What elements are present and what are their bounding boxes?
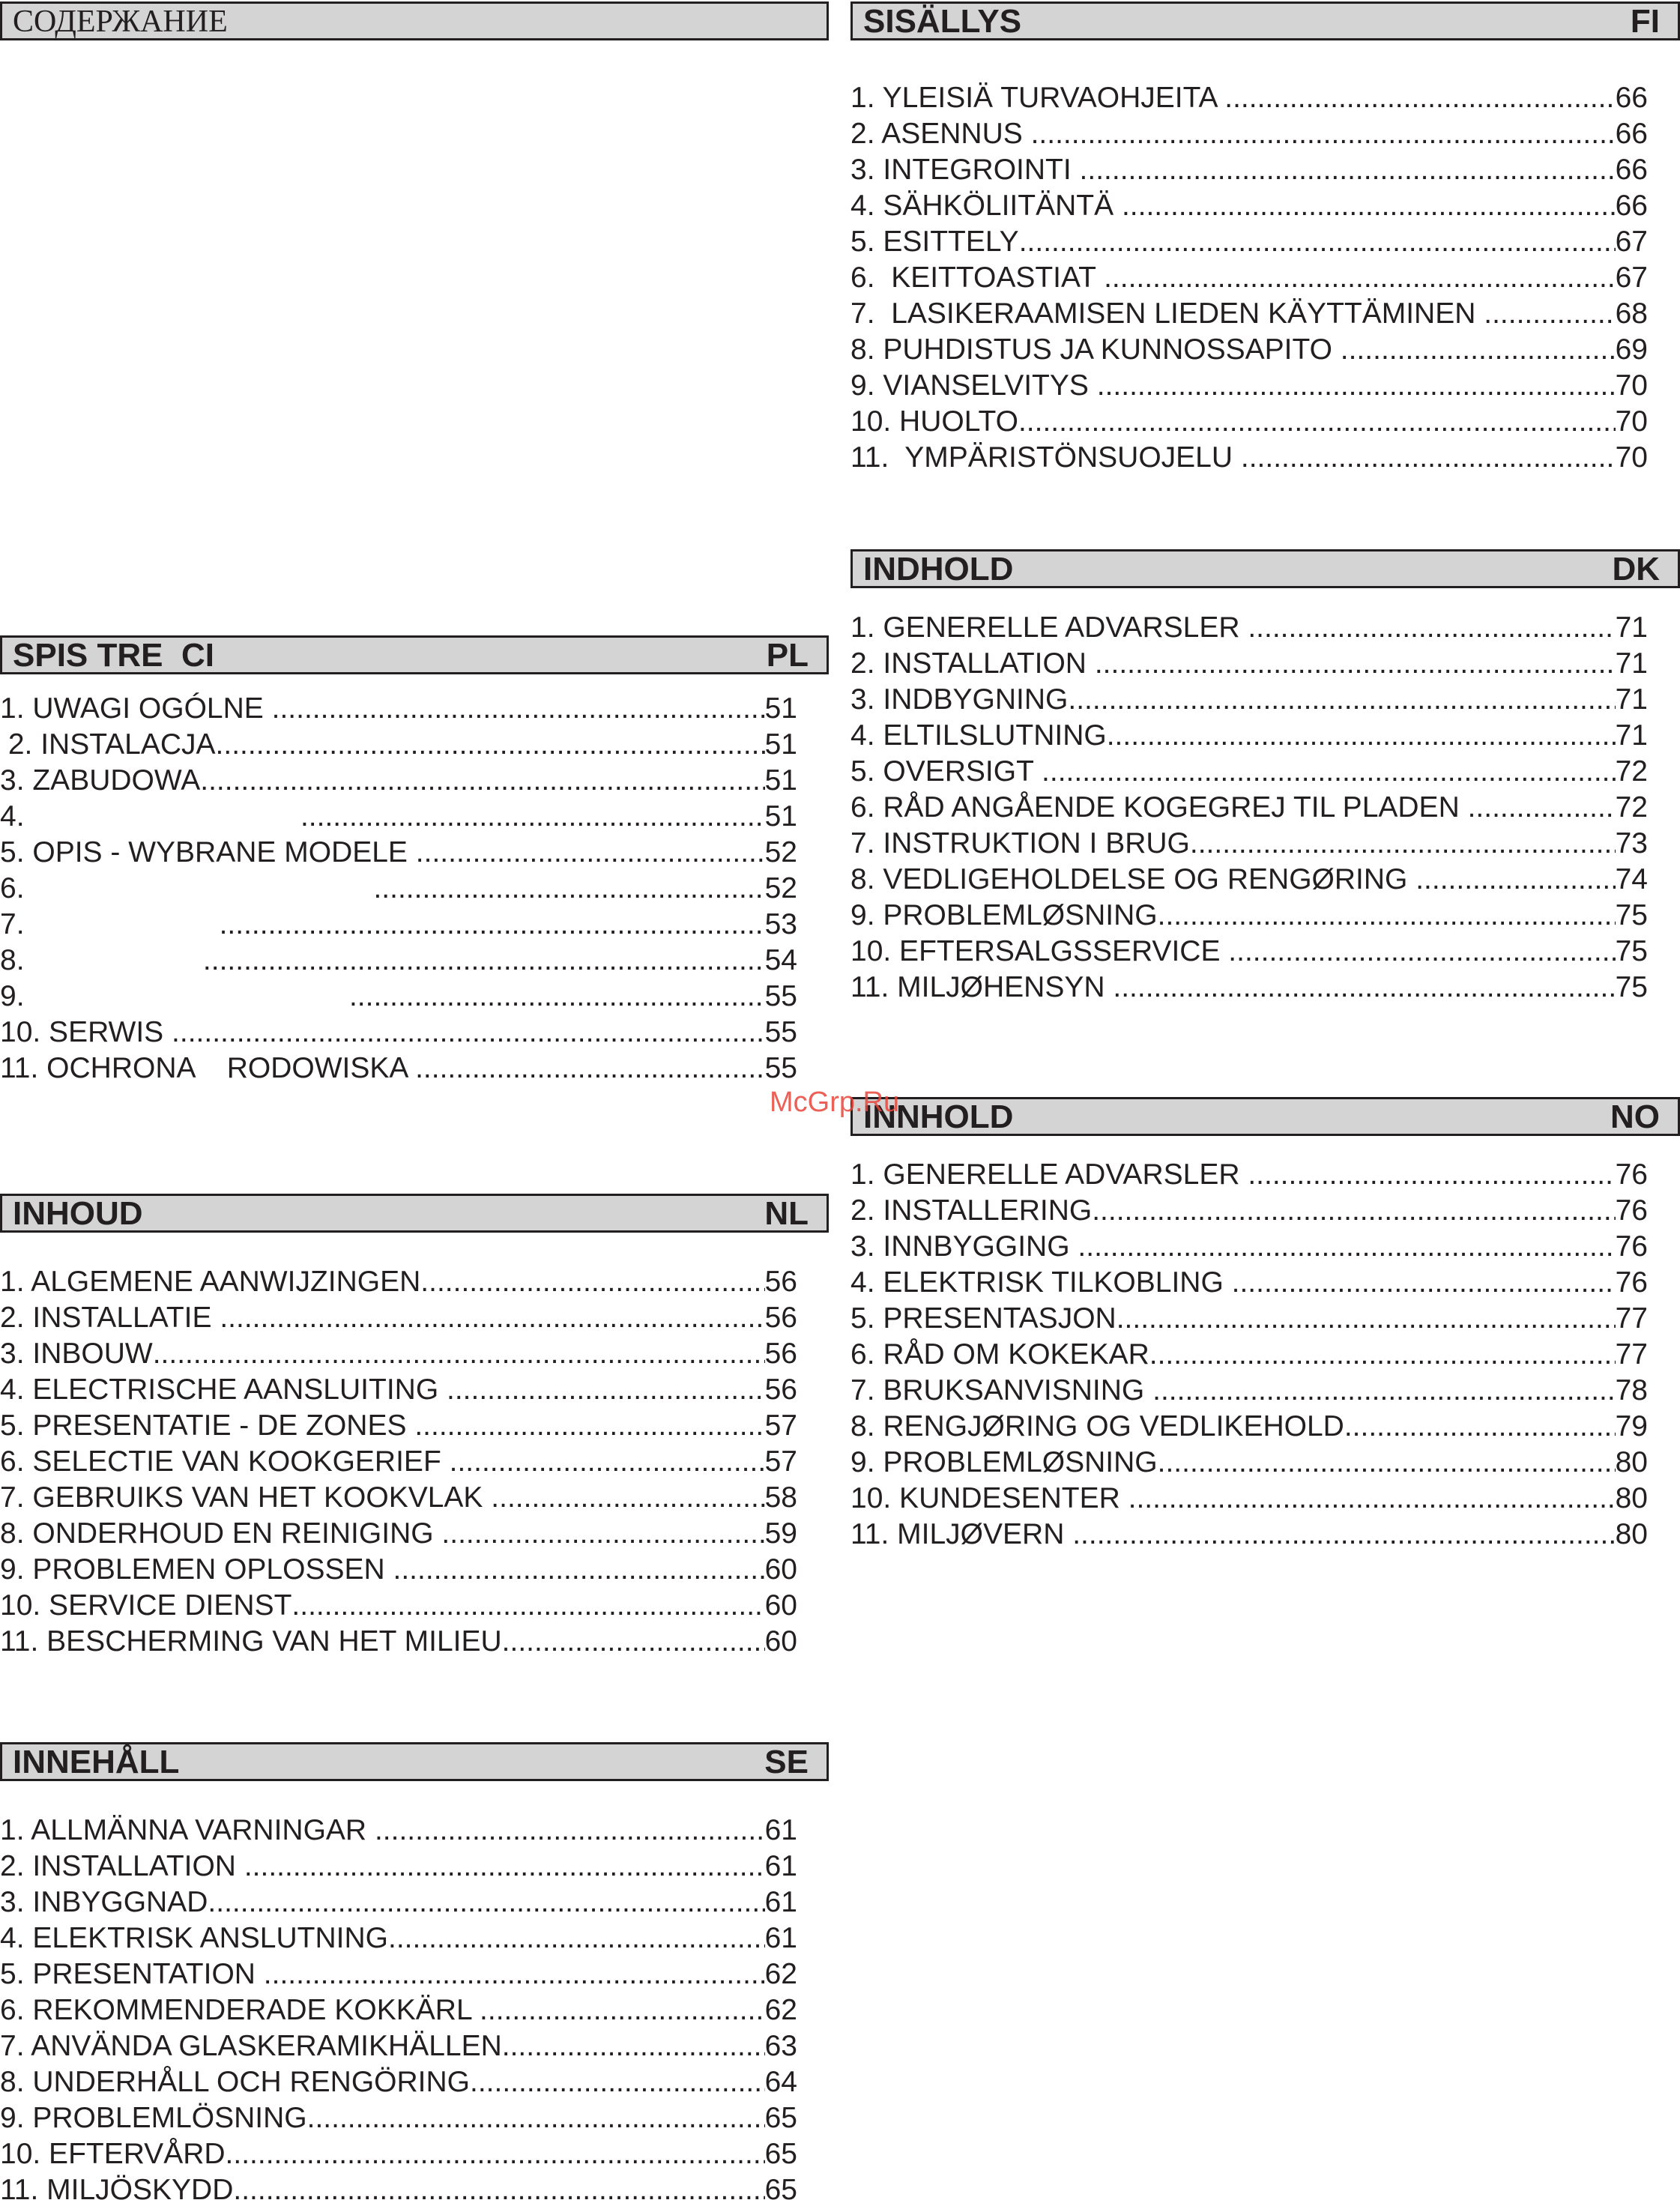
dot-leader [1107, 718, 1616, 754]
dot-leader [1415, 862, 1615, 898]
toc-entry-page: 76 [1615, 1194, 1648, 1227]
toc-entry-label: 7. ANVÄNDA GLASKERAMIKHÄLLEN [0, 2030, 502, 2062]
toc-entry-label: 7. [0, 908, 220, 940]
toc-entry [850, 188, 1648, 224]
dot-leader [1018, 404, 1616, 440]
toc-entry-label: 10. EFTERVÅRD [0, 2138, 226, 2170]
dot-leader [1152, 1373, 1616, 1409]
toc-entry-page: 77 [1615, 1338, 1648, 1371]
toc-entry-page: 52 [764, 872, 797, 904]
toc-entry-label: 3. ZABUDOWA [0, 764, 201, 797]
toc-entry-page: 62 [764, 1958, 797, 1990]
toc-entry-label: 9. PROBLEMLØSNING [850, 899, 1158, 931]
toc-entry [850, 260, 1648, 296]
toc-entry-label: 7. GEBRUIKS VAN HET KOOKVLAK [0, 1481, 492, 1514]
section-fi [850, 1, 1680, 476]
toc-entry-page: 70 [1615, 441, 1648, 474]
toc-entry-page: 51 [764, 728, 797, 761]
toc-entry [0, 1408, 797, 1444]
toc-entry-label: 1. GENERELLE ADVARSLER [850, 1158, 1248, 1191]
dot-leader [470, 2064, 765, 2100]
toc-entry-label: 10. EFTERSALGSSERVICE [850, 935, 1229, 967]
toc-entry [850, 826, 1648, 862]
dot-leader [216, 727, 765, 763]
toc-entry-page: 78 [1615, 1374, 1648, 1406]
dot-leader [502, 1624, 765, 1660]
toc-entry-label: 1. UWAGI OGÓLNE [0, 692, 272, 725]
toc-entry-page: 76 [1615, 1266, 1648, 1299]
dot-leader [1117, 1301, 1616, 1337]
section-ru [0, 1, 829, 40]
toc-entry-page: 55 [764, 980, 797, 1012]
toc-entry-page: 57 [764, 1445, 797, 1478]
dot-leader [1078, 1229, 1615, 1265]
toc-entry-label: 7. INSTRUKTION I BRUG [850, 827, 1190, 859]
toc-entry-page: 66 [1615, 154, 1648, 186]
toc-entry [0, 871, 797, 907]
toc-list [0, 1264, 829, 1660]
toc-entry-page: 63 [764, 2030, 797, 2062]
toc-entry [0, 835, 797, 871]
toc-entry-page: 64 [764, 2066, 797, 2098]
toc-entry-label: 1. YLEISIÄ TURVAOHJEITA [850, 82, 1225, 114]
toc-entry-page: 56 [764, 1338, 797, 1370]
toc-entry [850, 790, 1648, 826]
dot-leader [1190, 826, 1616, 862]
dot-leader [1248, 610, 1615, 646]
toc-entry-label: 4. ELEKTRISK TILKOBLING [850, 1266, 1232, 1299]
toc-entry-label: 10. HUOLTO [850, 405, 1018, 438]
dot-leader [1092, 1193, 1615, 1229]
toc-entry-label: 11. MILJØVERN [850, 1518, 1073, 1550]
toc-entry [0, 1552, 797, 1588]
toc-entry-label: 5. PRESENTATIE - DE ZONES [0, 1409, 415, 1442]
toc-entry-label: 9. PROBLEMEN OPLOSSEN [0, 1553, 393, 1586]
toc-entry [850, 224, 1648, 260]
toc-entry-label: 6. REKOMMENDERADE KOKKÄRL [0, 1994, 480, 2026]
toc-entry [850, 1337, 1648, 1373]
dot-leader [414, 1408, 764, 1444]
toc-entry-page: 76 [1615, 1230, 1648, 1263]
toc-entry [0, 1849, 797, 1885]
toc-entry [0, 1813, 797, 1849]
toc-entry [850, 296, 1648, 332]
toc-entry-page: 66 [1615, 190, 1648, 222]
toc-entry-page: 75 [1615, 971, 1648, 1003]
dot-leader [208, 1885, 764, 1921]
toc-entry-page: 79 [1615, 1410, 1648, 1442]
toc-entry-page: 55 [764, 1052, 797, 1084]
toc-entry-label: 8. ONDERHOUD EN REINIGING [0, 1517, 442, 1550]
dot-leader [1072, 1517, 1615, 1553]
section-title: INDHOLD [863, 551, 1014, 587]
section-language-code: FI [1630, 3, 1660, 40]
dot-leader [1468, 790, 1616, 826]
toc-entry-label: 8. [0, 944, 203, 976]
toc-entry-label: 8. PUHDISTUS JA KUNNOSSAPITO [850, 333, 1341, 366]
toc-entry-page: 52 [764, 836, 797, 868]
dot-leader [393, 1552, 765, 1588]
toc-entry-page: 69 [1615, 333, 1648, 366]
toc-entry [0, 1336, 797, 1372]
toc-entry [0, 2064, 797, 2100]
toc-entry-page: 59 [764, 1517, 797, 1550]
toc-entry-page: 56 [764, 1266, 797, 1298]
toc-entry-page: 71 [1615, 611, 1648, 644]
dot-leader [373, 871, 764, 907]
dot-leader [1484, 296, 1615, 332]
toc-entry-label: 9. VIANSELVITYS [850, 369, 1097, 402]
toc-list [0, 691, 829, 1087]
toc-entry [0, 943, 797, 979]
toc-entry-label: 7. BRUKSANVISNING [850, 1374, 1153, 1406]
toc-entry-label: 3. INTEGROINTI [850, 154, 1080, 186]
dot-leader [244, 1849, 765, 1885]
section-header [0, 1194, 829, 1233]
dot-leader [447, 1372, 765, 1408]
dot-leader [502, 2028, 765, 2064]
section-pl [0, 635, 829, 1087]
toc-entry [0, 2028, 797, 2064]
toc-entry [850, 718, 1648, 754]
toc-entry [850, 754, 1648, 790]
dot-leader [420, 1264, 764, 1300]
section-header [850, 1097, 1680, 1136]
section-se [0, 1742, 829, 2208]
toc-entry-page: 72 [1615, 791, 1648, 824]
dot-leader [220, 907, 765, 943]
section-dk [850, 549, 1680, 1006]
toc-entry-label: 8. VEDLIGEHOLDELSE OG RENGØRING [850, 863, 1416, 895]
dot-leader [1068, 682, 1615, 718]
toc-entry [0, 2172, 797, 2208]
toc-entry [0, 1480, 797, 1516]
toc-entry-page: 66 [1615, 118, 1648, 150]
toc-entry [0, 1624, 797, 1660]
section-language-code: NO [1610, 1099, 1660, 1135]
toc-entry-page: 71 [1615, 647, 1648, 680]
toc-entry [850, 682, 1648, 718]
toc-entry-page: 61 [764, 1850, 797, 1882]
toc-entry [850, 1373, 1648, 1409]
dot-leader [1232, 1265, 1616, 1301]
dot-leader [200, 763, 764, 799]
toc-entry-label: 6. RÅD ANGÅENDE KOGEGREJ TIL PLADEN [850, 791, 1468, 824]
section-nl [0, 1194, 829, 1660]
toc-entry-page: 65 [764, 2102, 797, 2134]
dot-leader [415, 1051, 765, 1087]
toc-entry [850, 332, 1648, 368]
toc-entry-label: 1. ALGEMENE AANWIJZINGEN [0, 1266, 421, 1298]
section-language-code: NL [764, 1195, 809, 1232]
toc-entry-label: 9. [0, 980, 349, 1012]
toc-entry [0, 907, 797, 943]
section-header [0, 1, 829, 40]
toc-entry-page: 60 [764, 1553, 797, 1586]
dot-leader [291, 1588, 764, 1624]
dot-leader [1042, 754, 1616, 790]
dot-leader [1122, 188, 1616, 224]
toc-entry-label: 2. INSTALLATION [850, 647, 1095, 680]
toc-entry-page: 56 [764, 1302, 797, 1334]
toc-entry [0, 2136, 797, 2172]
toc-entry [850, 368, 1648, 404]
toc-entry-page: 55 [764, 1016, 797, 1048]
toc-entry-label: 10. SERVICE DIENST [0, 1589, 292, 1622]
section-title: INHOUD [13, 1195, 143, 1232]
dot-leader [349, 979, 765, 1015]
dot-leader [172, 1015, 765, 1051]
dot-leader [1224, 80, 1615, 116]
dot-leader [203, 943, 765, 979]
toc-entry-label: 10. SERWIS [0, 1016, 172, 1048]
toc-entry-page: 67 [1615, 262, 1648, 294]
toc-entry-page: 51 [764, 692, 797, 725]
toc-entry [850, 610, 1648, 646]
toc-entry-label: 1. GENERELLE ADVARSLER [850, 611, 1248, 644]
toc-entry [0, 1921, 797, 1956]
toc-entry [0, 799, 797, 835]
toc-entry-page: 65 [764, 2174, 797, 2206]
toc-entry-page: 54 [764, 944, 797, 976]
toc-entry [0, 1588, 797, 1624]
toc-entry-page: 71 [1615, 719, 1648, 752]
toc-entry-page: 72 [1615, 755, 1648, 788]
toc-list [850, 1157, 1680, 1553]
toc-entry-page: 80 [1615, 1518, 1648, 1550]
dot-leader [1080, 152, 1616, 188]
toc-entry-page: 60 [764, 1625, 797, 1657]
dot-leader [388, 1921, 765, 1956]
dot-leader [450, 1444, 765, 1480]
dot-leader [1149, 1337, 1616, 1373]
toc-entry-label: 5. OVERSIGT [850, 755, 1042, 788]
toc-entry-page: 70 [1615, 369, 1648, 402]
section-title: СОДЕРЖАНИЕ [13, 4, 228, 39]
toc-list [850, 80, 1680, 476]
toc-entry [850, 1301, 1648, 1337]
toc-entry-label: 11. BESCHERMING VAN HET MILIEU [0, 1625, 502, 1657]
toc-entry-page: 60 [764, 1589, 797, 1622]
dot-leader [1248, 1157, 1615, 1193]
toc-entry [850, 862, 1648, 898]
toc-entry-page: 67 [1615, 226, 1648, 258]
toc-entry-page: 57 [764, 1409, 797, 1442]
toc-entry [0, 1300, 797, 1336]
toc-entry-page: 71 [1615, 683, 1648, 716]
toc-entry [850, 1481, 1648, 1517]
section-title: INNHOLD [863, 1099, 1014, 1135]
toc-entry [850, 1409, 1648, 1445]
toc-entry [850, 1157, 1648, 1193]
toc-entry-label: 11. YMPÄRISTÖNSUOJELU [850, 441, 1241, 474]
toc-entry [0, 1992, 797, 2028]
toc-entry [850, 1229, 1648, 1265]
toc-entry [0, 1015, 797, 1051]
dot-leader [1344, 1409, 1616, 1445]
toc-list [850, 610, 1680, 1006]
dot-leader [233, 2172, 764, 2208]
section-language-code: DK [1612, 551, 1660, 587]
toc-entry [0, 979, 797, 1015]
toc-entry-label: 2. ASENNUS [850, 118, 1031, 150]
dot-leader [226, 2136, 765, 2172]
toc-entry-page: 61 [764, 1814, 797, 1846]
toc-entry-label: 1. ALLMÄNNA VARNINGAR [0, 1814, 375, 1846]
dot-leader [300, 799, 765, 835]
toc-entry [0, 1264, 797, 1300]
toc-entry [850, 404, 1648, 440]
toc-entry-page: 61 [764, 1922, 797, 1954]
section-language-code: PL [766, 637, 809, 674]
toc-entry-label: 9. PROBLEMLÖSNING [0, 2102, 307, 2134]
toc-entry-page: 68 [1615, 297, 1648, 330]
toc-entry-label: 4. ELEKTRISK ANSLUTNING [0, 1922, 388, 1954]
toc-entry-label: 11. MILJØHENSYN [850, 971, 1114, 1003]
dot-leader [1158, 1445, 1616, 1481]
toc-entry-page: 70 [1615, 405, 1648, 438]
toc-entry [0, 2100, 797, 2136]
section-header [0, 1742, 829, 1781]
toc-entry [850, 646, 1648, 682]
toc-entry [850, 80, 1648, 116]
toc-entry-label: 9. PROBLEMLØSNING [850, 1446, 1158, 1478]
toc-entry-label: 4. [0, 800, 300, 832]
dot-leader [1158, 898, 1616, 934]
section-header [850, 549, 1680, 588]
toc-entry-label: 6. KEITTOASTIAT [850, 262, 1105, 294]
dot-leader [272, 691, 765, 727]
toc-entry [0, 1444, 797, 1480]
section-language-code: SE [764, 1744, 809, 1780]
toc-entry-page: 80 [1615, 1446, 1648, 1478]
toc-entry-page: 76 [1615, 1158, 1648, 1191]
toc-entry [850, 116, 1648, 152]
dot-leader [1097, 368, 1616, 404]
toc-entry-label: 11. MILJÖSKYDD [0, 2174, 234, 2206]
toc-entry [850, 1265, 1648, 1301]
toc-entry-page: 62 [764, 1994, 797, 2026]
toc-entry [850, 934, 1648, 970]
toc-entry [850, 970, 1648, 1006]
toc-entry [0, 1372, 797, 1408]
dot-leader [220, 1300, 764, 1336]
dot-leader [441, 1516, 764, 1552]
toc-entry [0, 1956, 797, 1992]
toc-entry-label: 3. INBYGGNAD [0, 1886, 208, 1918]
toc-entry-page: 80 [1615, 1482, 1648, 1514]
dot-leader [307, 2100, 765, 2136]
toc-entry [0, 727, 797, 763]
toc-entry-page: 66 [1615, 82, 1648, 114]
toc-entry [850, 1193, 1648, 1229]
section-header [0, 635, 829, 674]
toc-entry-label: 3. INDBYGNING [850, 683, 1069, 716]
toc-entry-label: 11. OCHRONA RODOWISKA [0, 1052, 416, 1084]
toc-entry-page: 51 [764, 764, 797, 797]
dot-leader [1128, 1481, 1616, 1517]
toc-entry-label: 5. PRESENTASJON [850, 1302, 1117, 1335]
toc-entry-label: 4. SÄHKÖLIITÄNTÄ [850, 190, 1122, 222]
toc-entry-page: 53 [764, 908, 797, 940]
toc-entry-label: 6. SELECTIE VAN KOOKGERIEF [0, 1445, 450, 1478]
toc-entry [0, 691, 797, 727]
toc-entry-page: 75 [1615, 899, 1648, 931]
dot-leader [1341, 332, 1616, 368]
toc-entry-label: 5. ESITTELY [850, 226, 1019, 258]
toc-entry-label: 10. KUNDESENTER [850, 1482, 1128, 1514]
toc-entry-label: 5. OPIS - WYBRANE MODELE [0, 836, 416, 868]
toc-entry-label: 7. LASIKERAAMISEN LIEDEN KÄYTTÄMINEN [850, 297, 1484, 330]
toc-entry-page: 77 [1615, 1302, 1648, 1335]
dot-leader [1104, 260, 1616, 296]
toc-entry-label: 4. ELTILSLUTNING [850, 719, 1107, 752]
dot-leader [264, 1956, 765, 1992]
toc-entry-label: 6. RÅD OM KOKEKAR [850, 1338, 1149, 1371]
section-title: SISÄLLYS [863, 3, 1022, 40]
toc-entry-label: 8. UNDERHÅLL OCH RENGÖRING [0, 2066, 470, 2098]
toc-entry-label: 6. [0, 872, 374, 904]
toc-entry-page: 74 [1615, 863, 1648, 895]
toc-entry-page: 51 [764, 800, 797, 832]
toc-entry-page: 56 [764, 1374, 797, 1406]
toc-entry-page: 75 [1615, 935, 1648, 967]
dot-leader [1095, 646, 1616, 682]
toc-entry-label: 3. INBOUW [0, 1338, 153, 1370]
toc-entry-label: 2. INSTALLATION [0, 1850, 244, 1882]
toc-entry [0, 1885, 797, 1921]
dot-leader [1031, 116, 1616, 152]
toc-entry [0, 1051, 797, 1087]
toc-entry [850, 440, 1648, 476]
section-no [850, 1097, 1680, 1553]
section-title: SPIS TRE CI [13, 637, 214, 674]
toc-entry [850, 1517, 1648, 1553]
toc-entry [850, 898, 1648, 934]
dot-leader [1113, 970, 1615, 1006]
toc-entry [0, 763, 797, 799]
dot-leader [1228, 934, 1615, 970]
dot-leader [153, 1336, 765, 1372]
dot-leader [375, 1813, 765, 1849]
watermark: McGrp.Ru [770, 1087, 900, 1118]
dot-leader [1019, 224, 1616, 260]
toc-entry-label: 2. INSTALLERING [850, 1194, 1093, 1227]
toc-entry-label: 8. RENGJØRING OG VEDLIKEHOLD [850, 1410, 1344, 1442]
dot-leader [1241, 440, 1616, 476]
toc-entry-label: 5. PRESENTATION [0, 1958, 264, 1990]
toc-entry [850, 1445, 1648, 1481]
toc-entry-page: 61 [764, 1886, 797, 1918]
toc-entry-page: 65 [764, 2138, 797, 2170]
toc-entry [850, 152, 1648, 188]
dot-leader [491, 1480, 764, 1516]
toc-entry-label: 4. ELECTRISCHE AANSLUITING [0, 1374, 447, 1406]
dot-leader [416, 835, 765, 871]
toc-entry [0, 1516, 797, 1552]
toc-entry-page: 73 [1615, 827, 1648, 859]
section-header [850, 1, 1680, 40]
toc-entry-label: 2. INSTALLATIE [0, 1302, 220, 1334]
dot-leader [480, 1992, 765, 2028]
toc-entry-label: 2. INSTALACJA [0, 728, 216, 761]
toc-entry-label: 3. INNBYGGING [850, 1230, 1078, 1263]
toc-list [0, 1813, 829, 2208]
section-title: INNEHÅLL [13, 1744, 180, 1780]
toc-entry-page: 58 [764, 1481, 797, 1514]
